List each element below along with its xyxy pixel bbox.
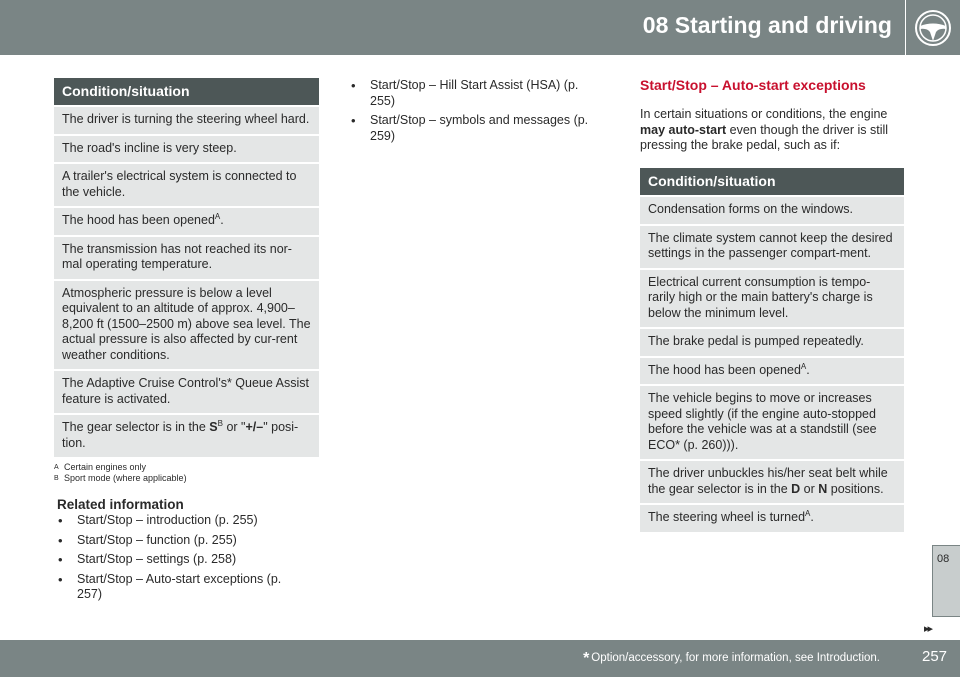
intro-pre: In certain situations or conditions, the engine (640, 107, 888, 121)
related-heading: Related information (57, 497, 184, 512)
table-row: Atmospheric pressure is below a level equivalent to an altitude of approx. 4,900–8,200 ft (1500–2500 m) above sea level. The actual pressure is also affected by cur-rent weather conditions. (54, 281, 319, 372)
footnote-mark: B (54, 475, 59, 482)
row-text-mid: or " (222, 420, 246, 434)
row-text-post: positions. (827, 481, 884, 496)
table-row: The climate system cannot keep the desired settings in the passenger compart-ment. (640, 226, 904, 270)
chapter-title: 08 Starting and driving (642, 12, 892, 38)
row-text: The hood has been opened (648, 362, 801, 377)
conditions-table-left (54, 78, 319, 459)
table-row: A trailer's electrical system is connected to the vehicle. (54, 164, 319, 208)
chapter-tab-label: 08 (937, 553, 950, 565)
table-row (54, 208, 319, 237)
next-page-arrows-icon[interactable]: ▸▸ (924, 623, 932, 635)
row-text-pre: The gear selector is in the (62, 420, 210, 434)
table-row: Condensation forms on the windows. (640, 197, 904, 226)
related-link[interactable]: • Start/Stop – function (p. 255) (57, 533, 297, 549)
table-row: The driver is turning the steering wheel hard. (54, 107, 319, 136)
related-list (57, 513, 297, 607)
footer-note-text: Option/accessory, for more information, see Introduction. (591, 652, 880, 664)
related-link[interactable]: • Start/Stop – symbols and messages (p. 259) (350, 113, 590, 144)
footnote-ref: B (217, 418, 223, 428)
table-row: The transmission has not reached its nor-mal operating temperature. (54, 237, 319, 281)
option-star-icon: * (583, 650, 590, 667)
footnote (54, 473, 187, 484)
row-text: The hood has been opened (62, 213, 215, 227)
footnote-mark: A (54, 464, 59, 471)
footnote-text: Sport mode (where applicable) (64, 473, 187, 483)
gear-d-label: D (791, 481, 801, 496)
table-row (640, 461, 904, 505)
table-header: Condition/situation (640, 168, 904, 197)
intro-post: even though the driver is still pressing the brake pedal, such as if: (640, 122, 889, 152)
footnote-ref: A (214, 211, 221, 221)
footnote-ref: A (805, 508, 811, 518)
table-row: Electrical current consumption is tempo-rarily high or the main battery's charge is below the minimum level. (640, 270, 904, 330)
table-header: Condition/situation (54, 78, 319, 107)
row-text-post: " posi-tion. (62, 420, 299, 450)
intro-paragraph (640, 107, 905, 154)
row-punct: . (810, 510, 814, 524)
row-punct: . (220, 213, 224, 227)
footnote (54, 462, 187, 473)
table-row: The vehicle begins to move or increases speed slightly (if the engine auto-stopped before the vehicle was at a standstill (see ECO* (p. 260))). (640, 386, 904, 461)
table-row: The Adaptive Cruise Control's* Queue Assist feature is activated. (54, 371, 319, 415)
row-text-pre: The driver unbuckles his/her seat belt while the gear selector is in the (648, 466, 888, 496)
related-list-continued (350, 78, 590, 148)
row-text: The steering wheel is turned (648, 510, 806, 524)
conditions-table-right (640, 168, 904, 534)
table-row (640, 358, 904, 387)
table-row (640, 505, 904, 534)
footnote-text: Certain engines only (64, 462, 147, 472)
gear-n-label: N (818, 481, 828, 496)
row-text-mid: or (800, 481, 819, 496)
steering-wheel-icon (913, 8, 953, 48)
related-link[interactable]: • Start/Stop – Hill Start Assist (HSA) (p. 255) (350, 78, 590, 109)
gear-plusminus-label: +/– (245, 420, 264, 434)
intro-bold: may auto-start (640, 122, 727, 137)
footnote-ref: A (800, 361, 807, 371)
related-link[interactable]: • Start/Stop – Auto-start exceptions (p. 257) (57, 572, 297, 603)
table-row (54, 415, 319, 459)
table-footnotes (54, 462, 187, 484)
row-punct: . (806, 362, 810, 377)
page-number: 257 (922, 648, 948, 665)
gear-s-label: S (209, 420, 218, 434)
chapter-icon-box (905, 0, 960, 55)
section-heading: Start/Stop – Auto-start exceptions (640, 77, 866, 93)
table-row: The brake pedal is pumped repeatedly. (640, 329, 904, 358)
table-row: The road's incline is very steep. (54, 136, 319, 165)
related-link[interactable]: • Start/Stop – introduction (p. 255) (57, 513, 297, 529)
footer-note (583, 650, 880, 668)
related-link[interactable]: • Start/Stop – settings (p. 258) (57, 552, 297, 568)
